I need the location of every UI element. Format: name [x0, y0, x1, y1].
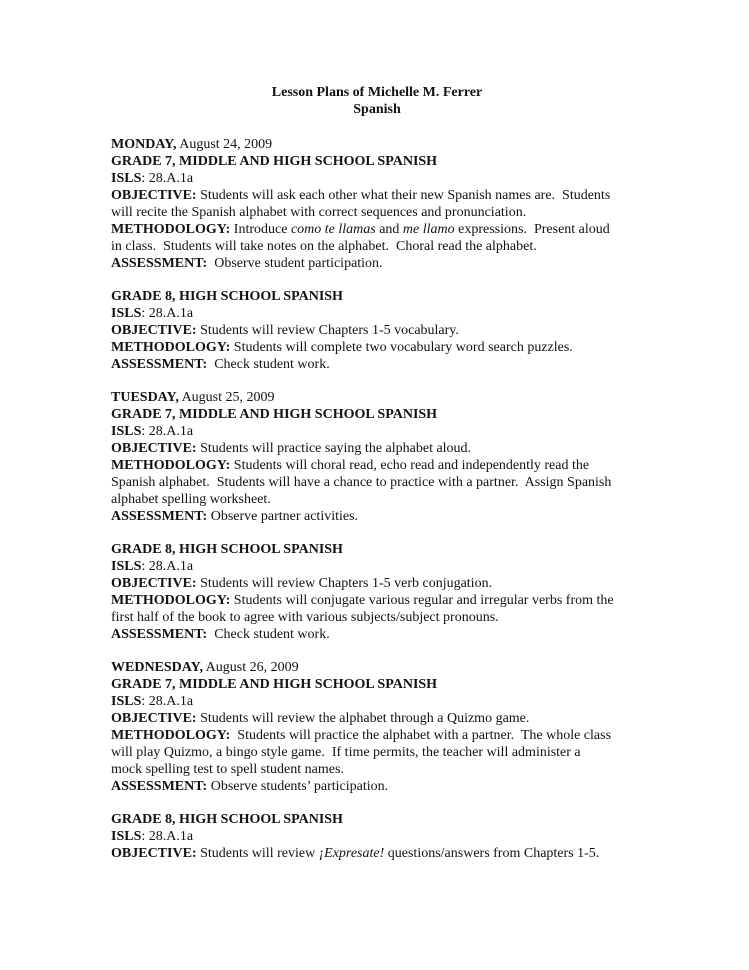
- bold-text-run: GRADE 7, MIDDLE AND HIGH SCHOOL SPANISH: [111, 407, 438, 422]
- text-line: [111, 170, 643, 187]
- text-run: : 28.A.1a: [141, 559, 194, 574]
- bold-text-run: METHODOLOGY:: [111, 728, 231, 743]
- text-line: [111, 659, 643, 676]
- text-run: Observe student participation.: [207, 256, 383, 271]
- text-run: Students will review Chapters 1-5 vocabulary.: [196, 323, 459, 338]
- text-run: : 28.A.1a: [141, 306, 194, 321]
- text-run: first half of the book to agree with various subjects/subject pronouns.: [111, 610, 499, 625]
- text-line: [111, 305, 643, 322]
- bold-text-run: ISLS: [111, 171, 142, 186]
- bold-text-run: TUESDAY,: [111, 390, 179, 405]
- text-run: Observe students’ participation.: [207, 779, 389, 794]
- bold-text-run: OBJECTIVE:: [111, 323, 197, 338]
- bold-text-run: ASSESSMENT:: [111, 256, 208, 271]
- bold-text-run: OBJECTIVE:: [111, 188, 197, 203]
- text-line: [111, 693, 643, 710]
- text-line: [111, 761, 643, 778]
- document-title: Lesson Plans of Michelle M. Ferrer: [271, 85, 483, 100]
- text-line: [111, 575, 643, 592]
- bold-text-run: METHODOLOGY:: [111, 222, 231, 237]
- lesson-section-wednesday-grade8: [111, 811, 643, 862]
- bold-text-run: GRADE 8, HIGH SCHOOL SPANISH: [111, 289, 343, 304]
- text-run: in class. Students will take notes on the alphabet. Choral read the alphabet.: [111, 239, 537, 254]
- text-line: [111, 541, 643, 558]
- text-run: Students will practice the alphabet with a partner. The whole class: [230, 728, 612, 743]
- text-line: [111, 153, 643, 170]
- document-title-block: [111, 84, 643, 118]
- text-line: [111, 626, 643, 643]
- document-subtitle: Spanish: [353, 102, 401, 117]
- italic-text-run: ¡Expresate!: [318, 846, 385, 861]
- bold-text-run: METHODOLOGY:: [111, 593, 231, 608]
- bold-text-run: GRADE 8, HIGH SCHOOL SPANISH: [111, 812, 343, 827]
- lesson-section-monday-grade7: [111, 136, 643, 272]
- text-run: Students will review the alphabet through a Quizmo game.: [196, 711, 530, 726]
- bold-text-run: ISLS: [111, 694, 142, 709]
- bold-text-run: OBJECTIVE:: [111, 711, 197, 726]
- italic-text-run: como te llamas: [290, 222, 376, 237]
- text-line: [111, 136, 643, 153]
- text-run: : 28.A.1a: [141, 694, 194, 709]
- text-run: August 25, 2009: [178, 390, 275, 405]
- text-line: [111, 356, 643, 373]
- text-run: Students will review Chapters 1-5 verb conjugation.: [196, 576, 493, 591]
- text-line: [111, 406, 643, 423]
- text-run: questions/answers from Chapters 1-5.: [384, 846, 600, 861]
- bold-text-run: MONDAY,: [111, 137, 177, 152]
- text-line: [111, 457, 643, 474]
- text-line: [111, 288, 643, 305]
- text-line: [111, 592, 643, 609]
- text-line: [111, 609, 643, 626]
- text-run: Spanish alphabet. Students will have a chance to practice with a partner. Assign Spanish: [111, 475, 612, 490]
- text-line: [111, 710, 643, 727]
- lesson-section-tuesday-grade8: [111, 541, 643, 643]
- text-line: [111, 474, 643, 491]
- text-line: [111, 558, 643, 575]
- text-run: alphabet spelling worksheet.: [111, 492, 271, 507]
- text-run: August 26, 2009: [202, 660, 299, 675]
- bold-text-run: GRADE 8, HIGH SCHOOL SPANISH: [111, 542, 343, 557]
- bold-text-run: GRADE 7, MIDDLE AND HIGH SCHOOL SPANISH: [111, 677, 438, 692]
- text-line: [111, 255, 643, 272]
- bold-text-run: METHODOLOGY:: [111, 340, 231, 355]
- lesson-section-monday-grade8: [111, 288, 643, 373]
- bold-text-run: ASSESSMENT:: [111, 627, 208, 642]
- text-line: [111, 187, 643, 204]
- lesson-sections: [111, 136, 643, 862]
- text-line: [111, 676, 643, 693]
- bold-text-run: ASSESSMENT:: [111, 357, 208, 372]
- text-run: August 24, 2009: [176, 137, 273, 152]
- text-run: Check student work.: [207, 627, 330, 642]
- text-run: expressions. Present aloud: [454, 222, 610, 237]
- text-line: [111, 778, 643, 795]
- text-line: [111, 828, 643, 845]
- text-line: [111, 440, 643, 457]
- text-line: [111, 744, 643, 761]
- bold-text-run: GRADE 7, MIDDLE AND HIGH SCHOOL SPANISH: [111, 154, 438, 169]
- text-run: Students will conjugate various regular and irregular verbs from the: [230, 593, 614, 608]
- bold-text-run: ASSESSMENT:: [111, 779, 208, 794]
- text-line: [111, 322, 643, 339]
- lesson-section-wednesday-grade7: [111, 659, 643, 795]
- lesson-section-tuesday-grade7: [111, 389, 643, 525]
- bold-text-run: ISLS: [111, 306, 142, 321]
- bold-text-run: ASSESSMENT:: [111, 509, 208, 524]
- text-line: [111, 491, 643, 508]
- document-content: [111, 84, 643, 862]
- text-line: [111, 389, 643, 406]
- bold-text-run: WEDNESDAY,: [111, 660, 203, 675]
- text-run: Introduce: [230, 222, 291, 237]
- text-run: Students will choral read, echo read and independently read the: [230, 458, 590, 473]
- text-run: Students will review: [196, 846, 319, 861]
- text-line: [111, 221, 643, 238]
- text-line: [111, 508, 643, 525]
- bold-text-run: OBJECTIVE:: [111, 441, 197, 456]
- text-run: and: [375, 222, 403, 237]
- text-line: [111, 423, 643, 440]
- text-run: Check student work.: [207, 357, 330, 372]
- text-run: will recite the Spanish alphabet with correct sequences and pronunciation.: [111, 205, 527, 220]
- text-run: mock spelling test to spell student names.: [111, 762, 344, 777]
- text-run: Students will ask each other what their new Spanish names are. Students: [196, 188, 611, 203]
- text-run: : 28.A.1a: [141, 829, 194, 844]
- text-line: [111, 845, 643, 862]
- italic-text-run: me llamo: [402, 222, 455, 237]
- text-line: [111, 339, 643, 356]
- text-run: Observe partner activities.: [207, 509, 359, 524]
- bold-text-run: METHODOLOGY:: [111, 458, 231, 473]
- bold-text-run: OBJECTIVE:: [111, 576, 197, 591]
- text-run: will play Quizmo, a bingo style game. If time permits, the teacher will administer a: [111, 745, 581, 760]
- bold-text-run: ISLS: [111, 424, 142, 439]
- text-line: [111, 204, 643, 221]
- text-run: : 28.A.1a: [141, 424, 194, 439]
- text-run: : 28.A.1a: [141, 171, 194, 186]
- text-run: Students will practice saying the alphabet aloud.: [196, 441, 472, 456]
- text-line: [111, 727, 643, 744]
- text-line: [111, 238, 643, 255]
- text-run: Students will complete two vocabulary word search puzzles.: [230, 340, 573, 355]
- text-line: [111, 811, 643, 828]
- bold-text-run: OBJECTIVE:: [111, 846, 197, 861]
- bold-text-run: ISLS: [111, 829, 142, 844]
- bold-text-run: ISLS: [111, 559, 142, 574]
